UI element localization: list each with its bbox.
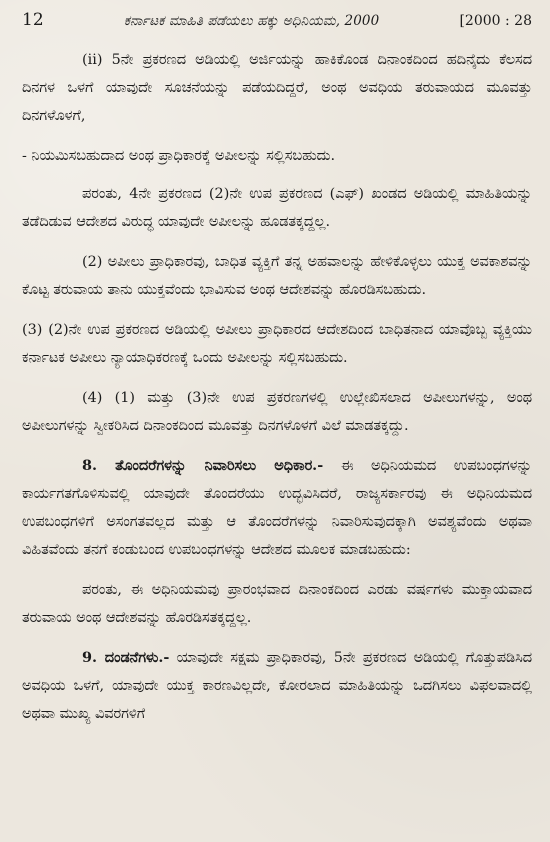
running-title: ಕರ್ನಾಟಕ ಮಾಹಿತಿ ಪಡೆಯಲು ಹಕ್ಕು ಅಧಿನಿಯಮ, 2000 <box>123 13 380 29</box>
paragraph-proviso-2: ಪರಂತು, ಈ ಅಧಿನಿಯಮವು ಪ್ರಾರಂಭವಾದ ದಿನಾಂಕದಿಂದ ಎರಡು ವರ್ಷಗಳು ಮುಕ್ತಾಯವಾದ ತರುವಾಯ ಅಂಥ ಆದೇಶವನ್ನು ಹೊರಡಿಸತಕ್ಕದ್ದಲ್ಲ. <box>22 582 532 626</box>
act-reference: [2000 : 28 <box>459 13 532 29</box>
page-header <box>22 10 532 30</box>
paragraph-subsection-3: (3) (2)ನೇ ಉಪ ಪ್ರಕರಣದ ಅಡಿಯಲ್ಲಿ ಅಪೀಲು ಪ್ರಾಧಿಕಾರದ ಆದೇಶದಿಂದ ಬಾಧಿತನಾದ ಯಾವೊಬ್ಬ ವ್ಯಕ್ತಿಯು ಕರ್ನಾಟಕ ಅಪೀಲು ನ್ಯಾಯಾಧಿಕರಣಕ್ಕೆ ಒಂದು ಅಪೀಲನ್ನು ಸಲ್ಲಿಸಬಹುದು. <box>22 322 532 366</box>
section-8-text: ಈ ಅಧಿನಿಯಮದ ಉಪಬಂಧಗಳನ್ನು ಕಾರ್ಯಗತಗೊಳಿಸುವಲ್ಲಿ ಯಾವುದೇ ತೊಂದರೆಯು ಉದ್ಭವಿಸಿದರೆ, ರಾಜ್ಯಸರ್ಕಾರವು ಈ ಅಧಿನಿಯಮದ ಉಪಬಂಧಗಳಿಗೆ ಅಸಂಗತವಲ್ಲದ ಮತ್ತು ಆ ತೊಂದರೆಗಳನ್ನು ನಿವಾರಿಸುವುದಕ್ಕಾಗಿ ಅವಶ್ಯವೆಂದು ಅಥವಾ ವಿಹಿತವೆಂದು ತನಗೆ ಕಂಡುಬಂದ ಉಪಬಂಧಗಳನ್ನು ಆದೇಶದ ಮೂಲಕ ಮಾಡಬಹುದು: <box>22 458 532 558</box>
section-9-text: ಯಾವುದೇ ಸಕ್ಷಮ ಪ್ರಾಧಿಕಾರವು, 5ನೇ ಪ್ರಕರಣದ ಅಡಿಯಲ್ಲಿ ಗೊತ್ತುಪಡಿಸಿದ ಅವಧಿಯ ಒಳಗೆ, ಯಾವುದೇ ಯುಕ್ತ ಕಾರಣವಿಲ್ಲದೇ, ಕೋರಲಾದ ಮಾಹಿತಿಯನ್ನು ಒದಗಿಸಲು ವಿಫಲವಾದಲ್ಲಿ ಅಥವಾ ಮುಖ್ಯ ವಿವರಗಳಿಗೆ <box>22 650 533 722</box>
paragraph-clause-ii: (ii) 5ನೇ ಪ್ರಕರಣದ ಅಡಿಯಲ್ಲಿ ಅರ್ಜಿಯನ್ನು ಹಾಕಿಕೊಂಡ ದಿನಾಂಕದಿಂದ ಹದಿನೈದು ಕೆಲಸದ ದಿನಗಳ ಒಳಗೆ ಯಾವುದೇ ಸೂಚನೆಯನ್ನು ಪಡೆಯದಿದ್ದರೆ, ಅಂಥ ಅವಧಿಯ ತರುವಾಯದ ಮೂವತ್ತು ದಿನಗಳೊಳಗೆ, <box>22 52 532 124</box>
paragraph-appeal-authority: - ನಿಯಮಿಸಬಹುದಾದ ಅಂಥ ಪ್ರಾಧಿಕಾರಕ್ಕೆ ಅಪೀಲನ್ನು ಸಲ್ಲಿಸಬಹುದು. <box>22 148 336 164</box>
section-9-heading: 9. ದಂಡನೆಗಳು.- <box>82 649 170 666</box>
section-9 <box>22 644 532 728</box>
section-8 <box>22 452 532 564</box>
paragraph-subsection-2: (2) ಅಪೀಲು ಪ್ರಾಧಿಕಾರವು, ಬಾಧಿತ ವ್ಯಕ್ತಿಗೆ ತನ್ನ ಅಹವಾಲನ್ನು ಹೇಳಿಕೊಳ್ಳಲು ಯುಕ್ತ ಅವಕಾಶವನ್ನು ಕೊಟ್ಟ ತರುವಾಯ ತಾನು ಯುಕ್ತವೆಂದು ಭಾವಿಸುವ ಅಂಥ ಆದೇಶವನ್ನು ಹೊರಡಿಸಬಹುದು. <box>22 254 532 298</box>
paragraph-subsection-4: (4) (1) ಮತ್ತು (3)ನೇ ಉಪ ಪ್ರಕರಣಗಳಲ್ಲಿ ಉಲ್ಲೇಖಿಸಲಾದ ಅಪೀಲುಗಳನ್ನು, ಅಂಥ ಅಪೀಲುಗಳನ್ನು ಸ್ವೀಕರಿಸಿದ ದಿನಾಂಕದಿಂದ ಮೂವತ್ತು ದಿನಗಳೊಳಗೆ ವಿಲೆ ಮಾಡತಕ್ಕದ್ದು. <box>22 390 532 434</box>
paragraph-proviso-1: ಪರಂತು, 4ನೇ ಪ್ರಕರಣದ (2)ನೇ ಉಪ ಪ್ರಕರಣದ (ಎಫ್) ಖಂಡದ ಅಡಿಯಲ್ಲಿ ಮಾಹಿತಿಯನ್ನು ತಡೆದಿಡುವ ಆದೇಶದ ವಿರುದ್ಧ ಯಾವುದೇ ಅಪೀಲನ್ನು ಹೂಡತಕ್ಕದ್ದಲ್ಲ. <box>22 186 532 230</box>
section-8-heading: 8. ತೊಂದರೆಗಳನ್ನು ನಿವಾರಿಸಲು ಅಧಿಕಾರ.- <box>82 457 324 474</box>
page-number: 12 <box>22 10 44 30</box>
